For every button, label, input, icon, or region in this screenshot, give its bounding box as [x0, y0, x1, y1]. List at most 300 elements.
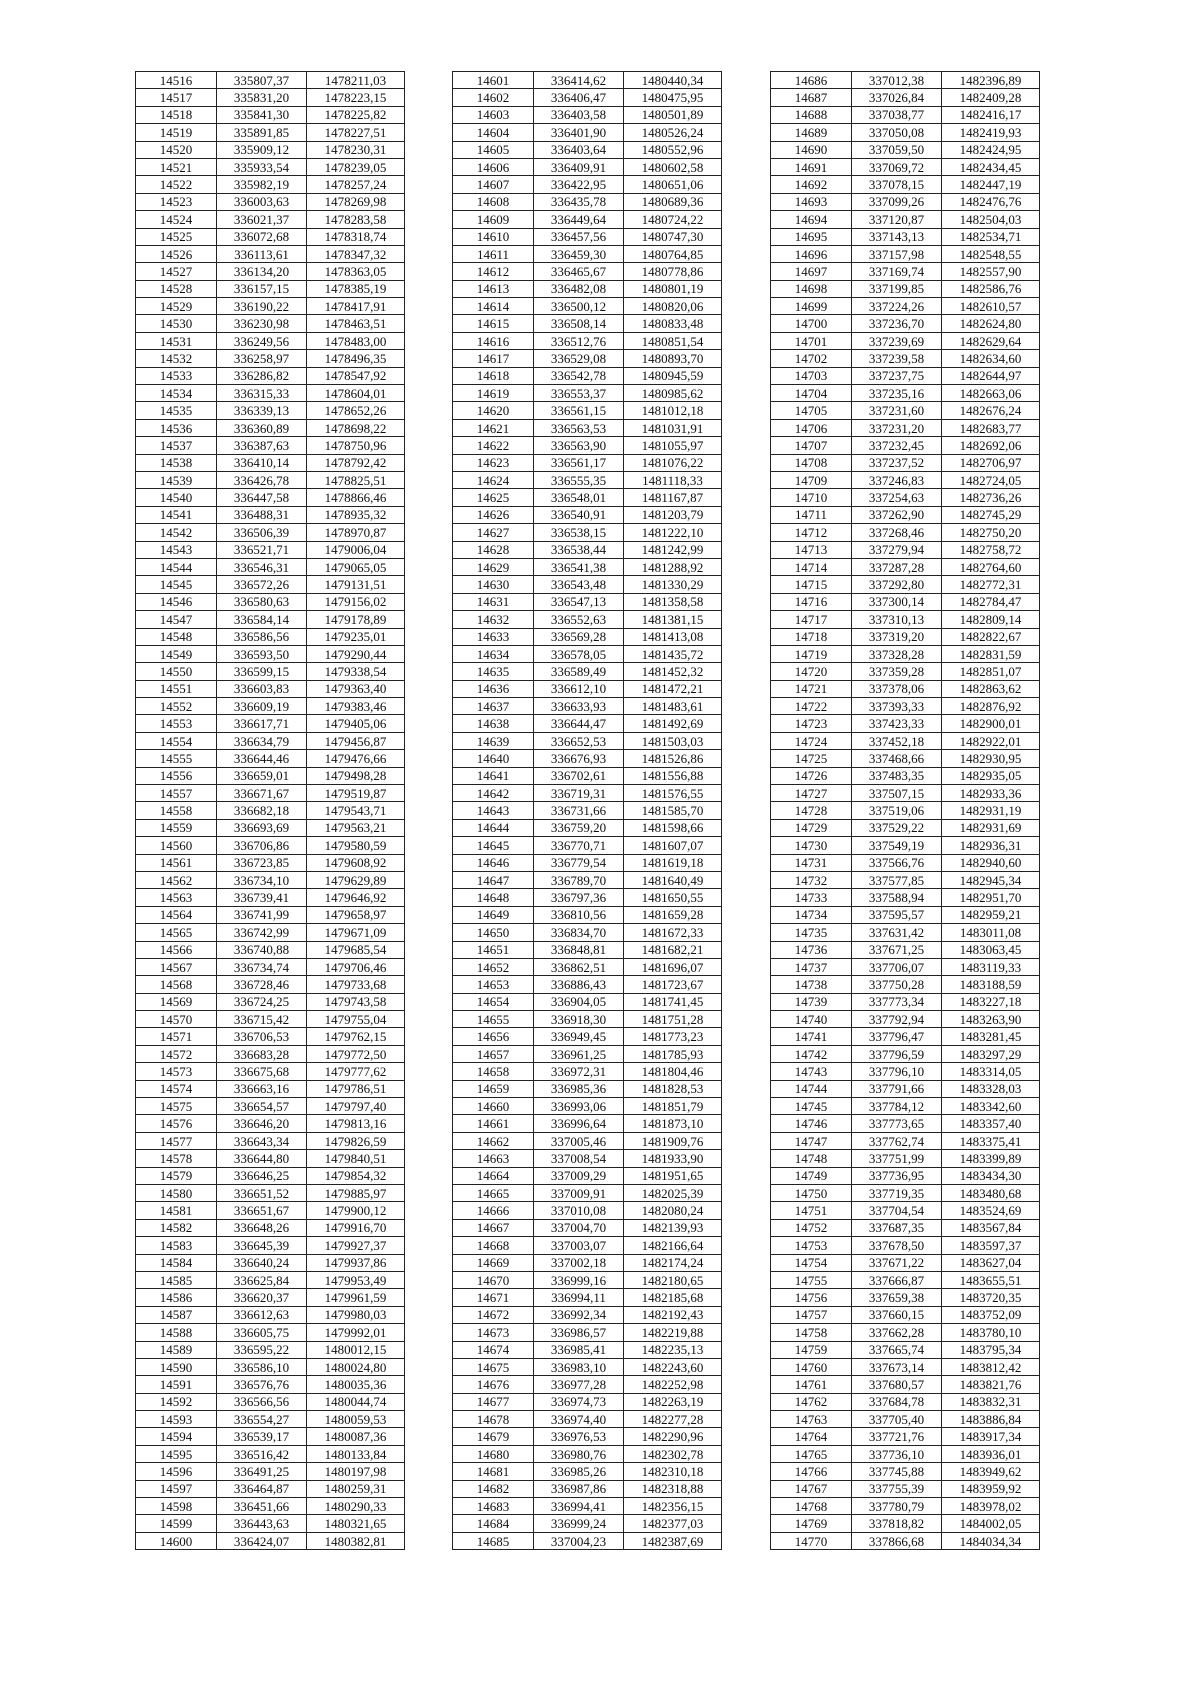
- point-number-cell: 14637: [453, 698, 534, 715]
- table-row: [771, 1254, 1040, 1271]
- table-row: [136, 385, 405, 402]
- table-row: [453, 819, 722, 836]
- y-coordinate-cell: 1481650,55: [624, 889, 722, 906]
- point-number-cell: 14597: [136, 1480, 217, 1497]
- table-row: [453, 889, 722, 906]
- x-coordinate-cell: 337631,42: [852, 924, 942, 941]
- y-coordinate-cell: 1479006,04: [307, 541, 405, 558]
- point-number-cell: 14592: [136, 1393, 217, 1410]
- table-row: [136, 1376, 405, 1393]
- y-coordinate-cell: 1479762,15: [307, 1028, 405, 1045]
- x-coordinate-cell: 337678,50: [852, 1237, 942, 1254]
- point-number-cell: 14748: [771, 1150, 852, 1167]
- y-coordinate-cell: 1478825,51: [307, 471, 405, 488]
- table-row: [136, 1515, 405, 1532]
- x-coordinate-cell: 337507,15: [852, 785, 942, 802]
- y-coordinate-cell: 1482863,62: [942, 680, 1040, 697]
- y-coordinate-cell: 1483795,34: [942, 1341, 1040, 1358]
- table-row: [453, 489, 722, 506]
- x-coordinate-cell: 337818,82: [852, 1515, 942, 1532]
- x-coordinate-cell: 336693,69: [217, 819, 307, 836]
- x-coordinate-cell: 336540,91: [534, 506, 624, 523]
- x-coordinate-cell: 336401,90: [534, 124, 624, 141]
- y-coordinate-cell: 1478698,22: [307, 419, 405, 436]
- table-row: [453, 1376, 722, 1393]
- x-coordinate-cell: 336003,63: [217, 193, 307, 210]
- table-row: [136, 1463, 405, 1480]
- y-coordinate-cell: 1482676,24: [942, 402, 1040, 419]
- x-coordinate-cell: 336426,78: [217, 471, 307, 488]
- point-number-cell: 14707: [771, 437, 852, 454]
- point-number-cell: 14577: [136, 1132, 217, 1149]
- table-row: [136, 315, 405, 332]
- y-coordinate-cell: 1482139,93: [624, 1219, 722, 1236]
- point-number-cell: 14766: [771, 1463, 852, 1480]
- x-coordinate-cell: 337736,95: [852, 1167, 942, 1184]
- x-coordinate-cell: 337287,28: [852, 558, 942, 575]
- point-number-cell: 14631: [453, 593, 534, 610]
- point-number-cell: 14638: [453, 715, 534, 732]
- y-coordinate-cell: 1482940,60: [942, 854, 1040, 871]
- table-row: [453, 1011, 722, 1028]
- point-number-cell: 14545: [136, 576, 217, 593]
- x-coordinate-cell: 336508,14: [534, 315, 624, 332]
- point-number-cell: 14743: [771, 1063, 852, 1080]
- point-number-cell: 14535: [136, 402, 217, 419]
- x-coordinate-cell: 336605,75: [217, 1324, 307, 1341]
- table-row: [771, 141, 1040, 158]
- x-coordinate-cell: 337231,60: [852, 402, 942, 419]
- x-coordinate-cell: 336723,85: [217, 854, 307, 871]
- table-row: [136, 1445, 405, 1462]
- point-number-cell: 14575: [136, 1098, 217, 1115]
- table-row: [453, 1341, 722, 1358]
- y-coordinate-cell: 1479363,40: [307, 680, 405, 697]
- x-coordinate-cell: 337680,57: [852, 1376, 942, 1393]
- x-coordinate-cell: 337704,54: [852, 1202, 942, 1219]
- y-coordinate-cell: 1481682,21: [624, 941, 722, 958]
- table-row: [136, 228, 405, 245]
- point-number-cell: 14571: [136, 1028, 217, 1045]
- y-coordinate-cell: 1480024,80: [307, 1358, 405, 1375]
- y-coordinate-cell: 1479543,71: [307, 802, 405, 819]
- table-row: [771, 993, 1040, 1010]
- table-row: [453, 385, 722, 402]
- point-number-cell: 14667: [453, 1219, 534, 1236]
- y-coordinate-cell: 1482876,92: [942, 698, 1040, 715]
- y-coordinate-cell: 1482809,14: [942, 611, 1040, 628]
- table-row: [771, 1324, 1040, 1341]
- x-coordinate-cell: 336529,08: [534, 350, 624, 367]
- table-row: [453, 837, 722, 854]
- x-coordinate-cell: 336731,66: [534, 802, 624, 819]
- table-row: [136, 72, 405, 89]
- point-number-cell: 14599: [136, 1515, 217, 1532]
- y-coordinate-cell: 1482356,15: [624, 1498, 722, 1515]
- point-number-cell: 14753: [771, 1237, 852, 1254]
- x-coordinate-cell: 337009,29: [534, 1167, 624, 1184]
- x-coordinate-cell: 336578,05: [534, 645, 624, 662]
- point-number-cell: 14572: [136, 1045, 217, 1062]
- table-row: [453, 106, 722, 123]
- x-coordinate-cell: 337009,91: [534, 1185, 624, 1202]
- x-coordinate-cell: 337393,33: [852, 698, 942, 715]
- point-number-cell: 14687: [771, 89, 852, 106]
- table-row: [453, 611, 722, 628]
- x-coordinate-cell: 337719,35: [852, 1185, 942, 1202]
- table-row: [136, 732, 405, 749]
- table-row: [771, 802, 1040, 819]
- table-row: [136, 785, 405, 802]
- x-coordinate-cell: 337529,22: [852, 819, 942, 836]
- y-coordinate-cell: 1482434,45: [942, 158, 1040, 175]
- point-number-cell: 14624: [453, 471, 534, 488]
- y-coordinate-cell: 1479777,62: [307, 1063, 405, 1080]
- y-coordinate-cell: 1482586,76: [942, 280, 1040, 297]
- x-coordinate-cell: 336113,61: [217, 245, 307, 262]
- y-coordinate-cell: 1483886,84: [942, 1411, 1040, 1428]
- point-number-cell: 14674: [453, 1341, 534, 1358]
- table-row: [136, 1428, 405, 1445]
- x-coordinate-cell: 335891,85: [217, 124, 307, 141]
- point-number-cell: 14563: [136, 889, 217, 906]
- y-coordinate-cell: 1482663,06: [942, 385, 1040, 402]
- x-coordinate-cell: 336230,98: [217, 315, 307, 332]
- point-number-cell: 14582: [136, 1219, 217, 1236]
- y-coordinate-cell: 1483567,84: [942, 1219, 1040, 1236]
- point-number-cell: 14615: [453, 315, 534, 332]
- table-row: [136, 1098, 405, 1115]
- x-coordinate-cell: 336972,31: [534, 1063, 624, 1080]
- x-coordinate-cell: 336021,37: [217, 211, 307, 228]
- y-coordinate-cell: 1482931,69: [942, 819, 1040, 836]
- table-row: [771, 1306, 1040, 1323]
- point-number-cell: 14626: [453, 506, 534, 523]
- y-coordinate-cell: 1480747,30: [624, 228, 722, 245]
- table-row: [453, 1480, 722, 1497]
- point-number-cell: 14580: [136, 1185, 217, 1202]
- x-coordinate-cell: 336541,38: [534, 558, 624, 575]
- table-row: [771, 1393, 1040, 1410]
- point-number-cell: 14622: [453, 437, 534, 454]
- table-row: [771, 315, 1040, 332]
- x-coordinate-cell: 337784,12: [852, 1098, 942, 1115]
- table-row: [136, 1063, 405, 1080]
- y-coordinate-cell: 1482277,28: [624, 1411, 722, 1428]
- y-coordinate-cell: 1479290,44: [307, 645, 405, 662]
- y-coordinate-cell: 1478417,91: [307, 298, 405, 315]
- table-row: [453, 1132, 722, 1149]
- table-row: [136, 611, 405, 628]
- table-row: [453, 419, 722, 436]
- point-number-cell: 14554: [136, 732, 217, 749]
- table-row: [136, 298, 405, 315]
- table-row: [453, 89, 722, 106]
- point-number-cell: 14586: [136, 1289, 217, 1306]
- x-coordinate-cell: 336315,33: [217, 385, 307, 402]
- point-number-cell: 14697: [771, 263, 852, 280]
- y-coordinate-cell: 1478604,01: [307, 385, 405, 402]
- table-row: [136, 993, 405, 1010]
- x-coordinate-cell: 336675,68: [217, 1063, 307, 1080]
- table-row: [136, 1271, 405, 1288]
- x-coordinate-cell: 337012,38: [852, 72, 942, 89]
- y-coordinate-cell: 1482387,69: [624, 1532, 722, 1549]
- x-coordinate-cell: 336451,66: [217, 1498, 307, 1515]
- point-number-cell: 14617: [453, 350, 534, 367]
- y-coordinate-cell: 1481381,15: [624, 611, 722, 628]
- x-coordinate-cell: 336464,87: [217, 1480, 307, 1497]
- point-number-cell: 14533: [136, 367, 217, 384]
- table-row: [771, 1080, 1040, 1097]
- point-number-cell: 14605: [453, 141, 534, 158]
- table-row: [771, 524, 1040, 541]
- y-coordinate-cell: 1480012,15: [307, 1341, 405, 1358]
- point-number-cell: 14715: [771, 576, 852, 593]
- x-coordinate-cell: 335841,30: [217, 106, 307, 123]
- point-number-cell: 14639: [453, 732, 534, 749]
- y-coordinate-cell: 1482935,05: [942, 767, 1040, 784]
- point-number-cell: 14762: [771, 1393, 852, 1410]
- x-coordinate-cell: 336406,47: [534, 89, 624, 106]
- y-coordinate-cell: 1480851,54: [624, 332, 722, 349]
- x-coordinate-cell: 337792,94: [852, 1011, 942, 1028]
- table-row: [136, 1411, 405, 1428]
- x-coordinate-cell: 336554,27: [217, 1411, 307, 1428]
- point-number-cell: 14756: [771, 1289, 852, 1306]
- point-number-cell: 14607: [453, 176, 534, 193]
- y-coordinate-cell: 1478463,51: [307, 315, 405, 332]
- coordinates-table-2: [452, 71, 722, 1550]
- x-coordinate-cell: 336993,06: [534, 1098, 624, 1115]
- table-row: [771, 350, 1040, 367]
- point-number-cell: 14645: [453, 837, 534, 854]
- table-row: [136, 1115, 405, 1132]
- x-coordinate-cell: 336734,74: [217, 958, 307, 975]
- x-coordinate-cell: 337423,33: [852, 715, 942, 732]
- point-number-cell: 14650: [453, 924, 534, 941]
- x-coordinate-cell: 337078,15: [852, 176, 942, 193]
- x-coordinate-cell: 336644,80: [217, 1150, 307, 1167]
- point-number-cell: 14578: [136, 1150, 217, 1167]
- y-coordinate-cell: 1482900,01: [942, 715, 1040, 732]
- table-row: [453, 541, 722, 558]
- point-number-cell: 14562: [136, 871, 217, 888]
- table-row: [453, 332, 722, 349]
- table-row: [453, 871, 722, 888]
- x-coordinate-cell: 337235,16: [852, 385, 942, 402]
- point-number-cell: 14752: [771, 1219, 852, 1236]
- point-number-cell: 14612: [453, 263, 534, 280]
- y-coordinate-cell: 1483978,02: [942, 1498, 1040, 1515]
- y-coordinate-cell: 1479608,92: [307, 854, 405, 871]
- x-coordinate-cell: 337002,18: [534, 1254, 624, 1271]
- table-row: [136, 1202, 405, 1219]
- table-row: [453, 1498, 722, 1515]
- y-coordinate-cell: 1483720,35: [942, 1289, 1040, 1306]
- x-coordinate-cell: 336576,76: [217, 1376, 307, 1393]
- y-coordinate-cell: 1482959,21: [942, 906, 1040, 923]
- table-row: [453, 228, 722, 245]
- point-number-cell: 14644: [453, 819, 534, 836]
- point-number-cell: 14648: [453, 889, 534, 906]
- table-row: [136, 524, 405, 541]
- y-coordinate-cell: 1481933,90: [624, 1150, 722, 1167]
- table-row: [453, 367, 722, 384]
- point-number-cell: 14720: [771, 663, 852, 680]
- y-coordinate-cell: 1479733,68: [307, 976, 405, 993]
- x-coordinate-cell: 336886,43: [534, 976, 624, 993]
- point-number-cell: 14584: [136, 1254, 217, 1271]
- table-row: [453, 1063, 722, 1080]
- table-row: [136, 871, 405, 888]
- point-number-cell: 14693: [771, 193, 852, 210]
- y-coordinate-cell: 1479519,87: [307, 785, 405, 802]
- point-number-cell: 14739: [771, 993, 852, 1010]
- point-number-cell: 14675: [453, 1358, 534, 1375]
- table-row: [771, 1271, 1040, 1288]
- x-coordinate-cell: 336443,63: [217, 1515, 307, 1532]
- y-coordinate-cell: 1481751,28: [624, 1011, 722, 1028]
- y-coordinate-cell: 1483936,01: [942, 1445, 1040, 1462]
- table-row: [453, 1028, 722, 1045]
- table-row: [771, 541, 1040, 558]
- y-coordinate-cell: 1481472,21: [624, 680, 722, 697]
- table-row: [453, 1098, 722, 1115]
- y-coordinate-cell: 1481167,87: [624, 489, 722, 506]
- y-coordinate-cell: 1479156,02: [307, 593, 405, 610]
- x-coordinate-cell: 336644,47: [534, 715, 624, 732]
- y-coordinate-cell: 1482758,72: [942, 541, 1040, 558]
- table-row: [771, 158, 1040, 175]
- x-coordinate-cell: 336706,53: [217, 1028, 307, 1045]
- y-coordinate-cell: 1481741,45: [624, 993, 722, 1010]
- table-row: [453, 732, 722, 749]
- y-coordinate-cell: 1478483,00: [307, 332, 405, 349]
- table-row: [453, 976, 722, 993]
- table-row: [136, 1132, 405, 1149]
- point-number-cell: 14560: [136, 837, 217, 854]
- point-number-cell: 14630: [453, 576, 534, 593]
- table-row: [136, 437, 405, 454]
- y-coordinate-cell: 1479885,97: [307, 1185, 405, 1202]
- point-number-cell: 14546: [136, 593, 217, 610]
- y-coordinate-cell: 1482951,70: [942, 889, 1040, 906]
- point-number-cell: 14618: [453, 367, 534, 384]
- table-row: [136, 124, 405, 141]
- table-row: [136, 819, 405, 836]
- table-row: [453, 280, 722, 297]
- point-number-cell: 14620: [453, 402, 534, 419]
- y-coordinate-cell: 1479840,51: [307, 1150, 405, 1167]
- x-coordinate-cell: 336742,99: [217, 924, 307, 941]
- y-coordinate-cell: 1483063,45: [942, 941, 1040, 958]
- table-row: [136, 1254, 405, 1271]
- point-number-cell: 14595: [136, 1445, 217, 1462]
- y-coordinate-cell: 1479786,51: [307, 1080, 405, 1097]
- y-coordinate-cell: 1479980,03: [307, 1306, 405, 1323]
- y-coordinate-cell: 1483752,09: [942, 1306, 1040, 1323]
- point-number-cell: 14543: [136, 541, 217, 558]
- point-number-cell: 14740: [771, 1011, 852, 1028]
- x-coordinate-cell: 335807,37: [217, 72, 307, 89]
- table-row: [136, 106, 405, 123]
- x-coordinate-cell: 336500,12: [534, 298, 624, 315]
- y-coordinate-cell: 1482750,20: [942, 524, 1040, 541]
- x-coordinate-cell: 337010,08: [534, 1202, 624, 1219]
- x-coordinate-cell: 336572,26: [217, 576, 307, 593]
- table-row: [136, 1324, 405, 1341]
- point-number-cell: 14556: [136, 767, 217, 784]
- y-coordinate-cell: 1482025,39: [624, 1185, 722, 1202]
- x-coordinate-cell: 336586,56: [217, 628, 307, 645]
- x-coordinate-cell: 336563,53: [534, 419, 624, 436]
- point-number-cell: 14746: [771, 1115, 852, 1132]
- point-number-cell: 14633: [453, 628, 534, 645]
- y-coordinate-cell: 1483342,60: [942, 1098, 1040, 1115]
- y-coordinate-cell: 1480764,85: [624, 245, 722, 262]
- y-coordinate-cell: 1480820,06: [624, 298, 722, 315]
- point-number-cell: 14661: [453, 1115, 534, 1132]
- table-row: [771, 1063, 1040, 1080]
- x-coordinate-cell: 336561,17: [534, 454, 624, 471]
- point-number-cell: 14534: [136, 385, 217, 402]
- x-coordinate-cell: 336961,25: [534, 1045, 624, 1062]
- x-coordinate-cell: 337519,06: [852, 802, 942, 819]
- x-coordinate-cell: 336488,31: [217, 506, 307, 523]
- table-row: [771, 976, 1040, 993]
- point-number-cell: 14759: [771, 1341, 852, 1358]
- table-row: [136, 767, 405, 784]
- table-row: [771, 1498, 1040, 1515]
- table-row: [771, 1532, 1040, 1549]
- point-number-cell: 14550: [136, 663, 217, 680]
- y-coordinate-cell: 1482174,24: [624, 1254, 722, 1271]
- point-number-cell: 14516: [136, 72, 217, 89]
- table-row: [136, 419, 405, 436]
- x-coordinate-cell: 337292,80: [852, 576, 942, 593]
- point-number-cell: 14598: [136, 1498, 217, 1515]
- point-number-cell: 14561: [136, 854, 217, 871]
- x-coordinate-cell: 337660,15: [852, 1306, 942, 1323]
- point-number-cell: 14538: [136, 454, 217, 471]
- y-coordinate-cell: 1481619,18: [624, 854, 722, 871]
- table-row: [771, 437, 1040, 454]
- x-coordinate-cell: 337224,26: [852, 298, 942, 315]
- point-number-cell: 14705: [771, 402, 852, 419]
- point-number-cell: 14576: [136, 1115, 217, 1132]
- point-number-cell: 14606: [453, 158, 534, 175]
- table-row: [453, 1463, 722, 1480]
- y-coordinate-cell: 1478866,46: [307, 489, 405, 506]
- x-coordinate-cell: 336516,42: [217, 1445, 307, 1462]
- x-coordinate-cell: 336414,62: [534, 72, 624, 89]
- table-row: [453, 211, 722, 228]
- x-coordinate-cell: 337662,28: [852, 1324, 942, 1341]
- x-coordinate-cell: 336584,14: [217, 611, 307, 628]
- point-number-cell: 14669: [453, 1254, 534, 1271]
- point-number-cell: 14581: [136, 1202, 217, 1219]
- table-row: [771, 106, 1040, 123]
- x-coordinate-cell: 336986,57: [534, 1324, 624, 1341]
- table-row: [136, 576, 405, 593]
- point-number-cell: 14643: [453, 802, 534, 819]
- table-row: [453, 785, 722, 802]
- x-coordinate-cell: 337246,83: [852, 471, 942, 488]
- y-coordinate-cell: 1480382,81: [307, 1532, 405, 1549]
- y-coordinate-cell: 1480290,33: [307, 1498, 405, 1515]
- y-coordinate-cell: 1482166,64: [624, 1237, 722, 1254]
